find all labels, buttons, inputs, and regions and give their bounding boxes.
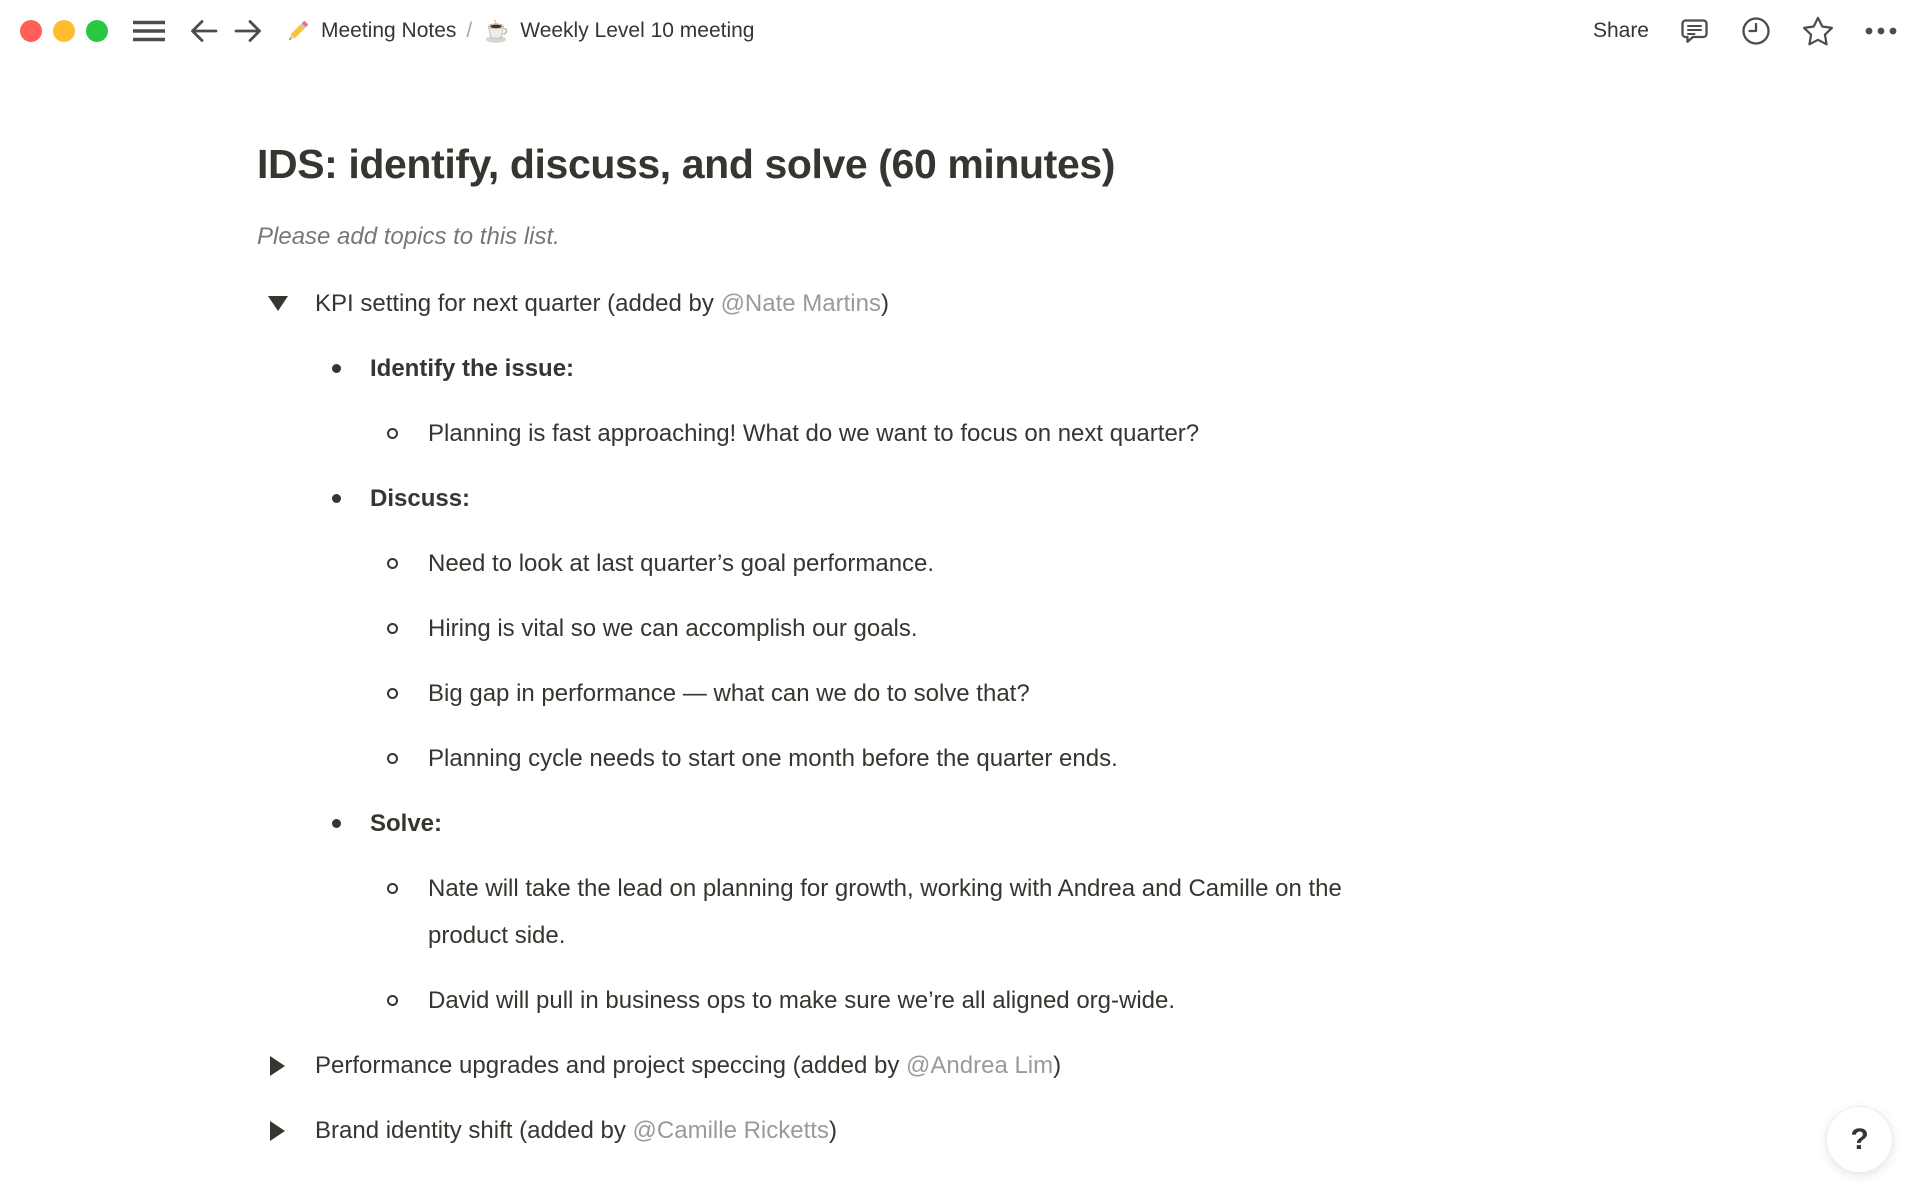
subbullet-row xyxy=(370,977,1663,1024)
arrow-right-icon xyxy=(232,15,264,47)
subbullet-row xyxy=(370,410,1663,457)
breadcrumb-label: Meeting Notes xyxy=(321,19,457,42)
window-titlebar xyxy=(0,0,1920,62)
bullet-row-discuss xyxy=(313,475,1663,522)
help-button[interactable]: ? xyxy=(1826,1106,1893,1173)
breadcrumb-label: Weekly Level 10 meeting xyxy=(520,19,755,42)
ellipsis-icon xyxy=(1864,26,1898,36)
subbullet-text[interactable]: Planning cycle needs to start one month before the quarter ends. xyxy=(428,745,1118,772)
subbullet-text[interactable]: David will pull in business ops to make sure we’re all aligned org-wide. xyxy=(428,987,1176,1014)
circle-bullet-icon xyxy=(387,558,398,569)
user-mention[interactable]: @Camille Ricketts xyxy=(632,1117,829,1144)
bullet-row-solve xyxy=(313,800,1663,847)
window-controls xyxy=(20,20,108,42)
favorite-button[interactable] xyxy=(1801,15,1835,47)
circle-bullet-icon xyxy=(387,688,398,699)
comments-button[interactable] xyxy=(1678,15,1711,47)
subbullet-text[interactable]: Nate will take the lead on planning for growth, working with Andrea and Camille on the product side. xyxy=(428,875,1342,949)
coffee-emoji-icon xyxy=(482,18,510,45)
breadcrumb xyxy=(284,18,755,45)
toggle-collapsed-icon[interactable] xyxy=(270,1056,285,1076)
bullet-icon xyxy=(332,494,341,503)
toggle-text[interactable]: Brand identity shift (added by @Camille Ricketts) xyxy=(315,1117,837,1144)
subbullet-text[interactable]: Big gap in performance — what can we do to solve that? xyxy=(428,680,1030,707)
share-button[interactable]: Share xyxy=(1592,19,1649,42)
circle-bullet-icon xyxy=(387,428,398,439)
bullet-icon xyxy=(332,819,341,828)
circle-bullet-icon xyxy=(387,883,398,894)
zoom-button[interactable] xyxy=(86,20,108,42)
breadcrumb-item-weekly-meeting[interactable] xyxy=(482,18,754,45)
breadcrumb-separator: / xyxy=(466,19,473,42)
subbullet-row xyxy=(370,540,1663,587)
toggle-row-brand-identity xyxy=(257,1107,1663,1154)
topbar-actions xyxy=(1593,15,1898,47)
comment-icon xyxy=(1678,15,1711,47)
toggle-expanded-icon[interactable] xyxy=(268,296,288,311)
page-content xyxy=(257,136,1663,1154)
subbullet-row xyxy=(370,670,1663,717)
toggle-children xyxy=(257,345,1663,1024)
breadcrumb-item-meeting-notes[interactable] xyxy=(284,18,456,45)
toggle-collapsed-icon[interactable] xyxy=(270,1121,285,1141)
bullet-text[interactable]: Discuss: xyxy=(370,485,471,512)
arrow-left-icon xyxy=(188,15,220,47)
star-icon xyxy=(1801,15,1835,47)
updates-button[interactable] xyxy=(1740,15,1772,47)
subbullet-row xyxy=(370,605,1663,652)
toggle-row-performance-upgrades xyxy=(257,1042,1663,1089)
circle-bullet-icon xyxy=(387,623,398,634)
page-title[interactable]: IDS: identify, discuss, and solve (60 minutes) xyxy=(257,141,1115,187)
sidebar-toggle-button[interactable] xyxy=(132,16,166,46)
minimize-button[interactable] xyxy=(53,20,75,42)
hamburger-icon xyxy=(132,16,166,46)
circle-bullet-icon xyxy=(387,753,398,764)
circle-bullet-icon xyxy=(387,995,398,1006)
subbullet-row xyxy=(370,735,1663,782)
more-button[interactable] xyxy=(1864,26,1898,36)
close-button[interactable] xyxy=(20,20,42,42)
pencil-emoji-icon xyxy=(284,18,311,45)
user-mention[interactable]: @Nate Martins xyxy=(720,290,881,317)
bullet-text[interactable]: Identify the issue: xyxy=(370,355,575,382)
back-button[interactable] xyxy=(188,15,220,47)
subbullet-text[interactable]: Planning is fast approaching! What do we want to focus on next quarter? xyxy=(428,420,1200,447)
clock-icon xyxy=(1740,15,1772,47)
bullet-text[interactable]: Solve: xyxy=(370,810,443,837)
bullet-row-identify xyxy=(313,345,1663,392)
subbullet-text[interactable]: Need to look at last quarter’s goal performance. xyxy=(428,550,935,577)
page-subtitle[interactable]: Please add topics to this list. xyxy=(257,223,560,250)
topic-list xyxy=(257,280,1663,1154)
subbullet-text[interactable]: Hiring is vital so we can accomplish our goals. xyxy=(428,615,918,642)
toggle-row-kpi-setting xyxy=(257,280,1663,327)
toggle-text[interactable]: KPI setting for next quarter (added by @Nate Martins) xyxy=(315,290,889,317)
subbullet-row xyxy=(370,865,1663,959)
forward-button[interactable] xyxy=(232,15,264,47)
toggle-text[interactable]: Performance upgrades and project speccing (added by @Andrea Lim) xyxy=(315,1052,1062,1079)
bullet-icon xyxy=(332,364,341,373)
user-mention[interactable]: @Andrea Lim xyxy=(906,1052,1054,1079)
